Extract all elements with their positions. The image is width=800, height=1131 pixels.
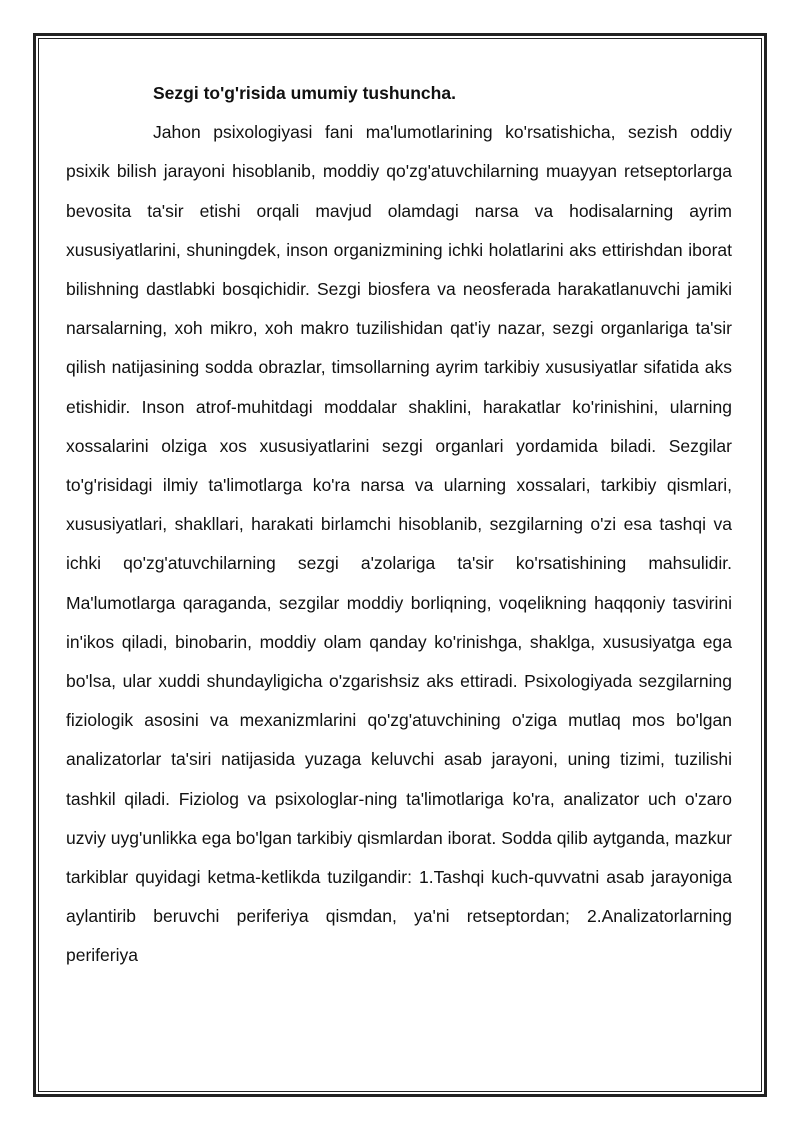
body-paragraph: Jahon psixologiyasi fani ma'lumotlarining ko'rsatishicha, sezish oddiy psixik bilish jarayoni hisoblanib, moddiy qo'zg'atuvchilarning muayyan retseptorlarga bevosita ta'sir etishi orqali mavjud olamdagi narsa va hodisalarning ayrim xususiyatlarini, shuningdek, inson organizmining ichki holatlarini aks ettirishdan iborat bilishning dastlabki bosqichidir. Sezgi biosfera va neosferada harakatlanuvchi jamiki narsalarning, xoh mikro, xoh makro tuzilishidan qat'iy nazar, sezgi organlariga ta'sir qilish natijasining sodda obrazlar, timsollarning ayrim tarkibiy xususiyatlar sifatida aks etishidir. Inson atrof-muhitdagi moddalar shaklini, harakatlar ko'rinishini, ularning xossalarini olziga xos xususiyatlarini sezgi organlari yordamida biladi. Sezgilar to'g'risidagi ilmiy ta'limotlarga ko'ra narsa va ularning xossalari, tarkibiy qismlari, xususiyatlari, shakllari, harakati birlamchi hisoblanib, sezgilarning o'zi esa tashqi va ichki qo'zg'atuvchilarning sezgi a'zolariga ta'sir ko'rsatishining mahsulidir. Ma'lumotlarga qaraganda, sezgilar moddiy borliqning, voqelikning haqqoniy tasvirini in'ikos qiladi, binobarin, moddiy olam qanday ko'rinishga, shaklga, xususiyatga ega bo'lsa, ular xuddi shundayligicha o'zgarishsiz aks ettiradi. Psixologiyada sezgilarning fiziologik asosini va mexanizmlarini qo'zg'atuvchining o'ziga mutlaq mos bo'lgan analizatorlar ta'siri natijasida yuzaga keluvchi asab jarayoni, uning tizimi, tuzilishi tashkil qiladi. Fiziolog va psixologlar-ning ta'limotlariga ko'ra, analizator uch o'zaro uzviy uyg'unlikka ega bo'lgan tarkibiy qismlardan iborat. Sodda qilib aytganda, mazkur tarkiblar quyidagi ketma-ketlikda tuzilgandir: 1.Tashqi kuch-quvvatni asab jarayoniga aylantirib beruvchi periferiya qismdan, ya'ni retseptordan; 2.Analizatorlarning periferiya	[66, 122, 732, 966]
document-body	[66, 74, 732, 976]
section-heading: Sezgi to'g'risida umumiy tushuncha.	[153, 83, 456, 103]
